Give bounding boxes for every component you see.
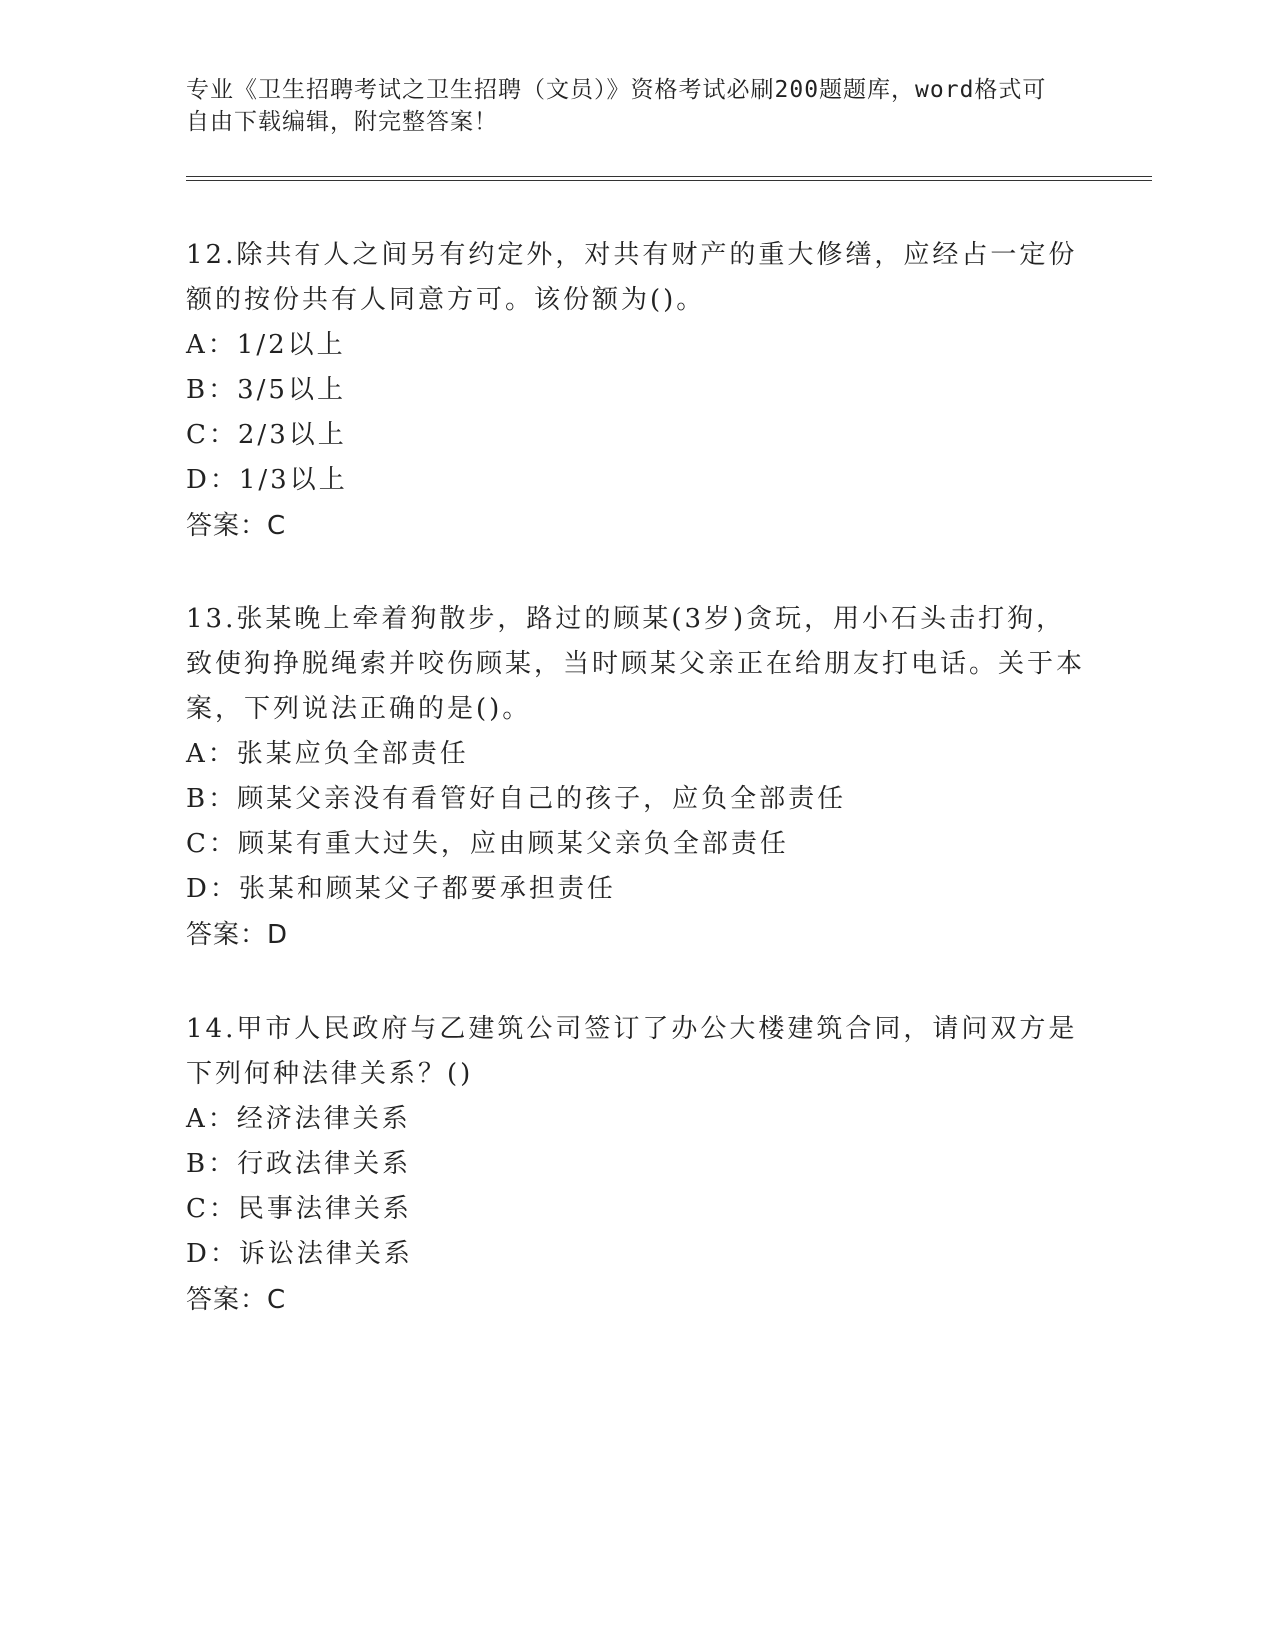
answer: 答案：C (186, 1285, 287, 1315)
option-d: D：1/3以上 (186, 465, 348, 495)
option-b: B：3/5以上 (186, 375, 346, 405)
question-12 (186, 233, 1086, 549)
question-13 (186, 597, 1086, 958)
option-a: A：1/2以上 (186, 330, 346, 360)
option-a: A：张某应负全部责任 (186, 739, 469, 769)
question-stem: 13.张某晚上牵着狗散步，路过的顾某(3岁)贪玩，用小石头击打狗，致使狗挣脱绳索并咬伤顾某，当时顾某父亲正在给朋友打电话。关于本案，下列说法正确的是()。 (186, 604, 1086, 724)
option-b: B：顾某父亲没有看管好自己的孩子，应负全部责任 (186, 784, 847, 814)
answer: 答案：D (186, 920, 289, 950)
option-d: D：张某和顾某父子都要承担责任 (186, 874, 616, 904)
option-a: A：经济法律关系 (186, 1104, 411, 1134)
option-b: B：行政法律关系 (186, 1149, 412, 1179)
question-14 (186, 1007, 1086, 1323)
option-c: C：2/3以上 (186, 420, 347, 450)
option-c: C：民事法律关系 (186, 1194, 412, 1224)
option-d: D：诉讼法律关系 (186, 1239, 413, 1269)
question-stem: 12.除共有人之间另有约定外，对共有财产的重大修缮，应经占一定份额的按份共有人同意方可。该份额为()。 (186, 240, 1078, 315)
document-header: 专业《卫生招聘考试之卫生招聘（文员）》资格考试必刷200题题库，word格式可自由下载编辑，附完整答案！ (186, 77, 1047, 135)
option-c: C：顾某有重大过失，应由顾某父亲负全部责任 (186, 829, 789, 859)
answer: 答案：C (186, 511, 287, 541)
header-divider (186, 176, 1152, 181)
question-stem: 14.甲市人民政府与乙建筑公司签订了办公大楼建筑合同，请问双方是下列何种法律关系？() (186, 1014, 1078, 1089)
